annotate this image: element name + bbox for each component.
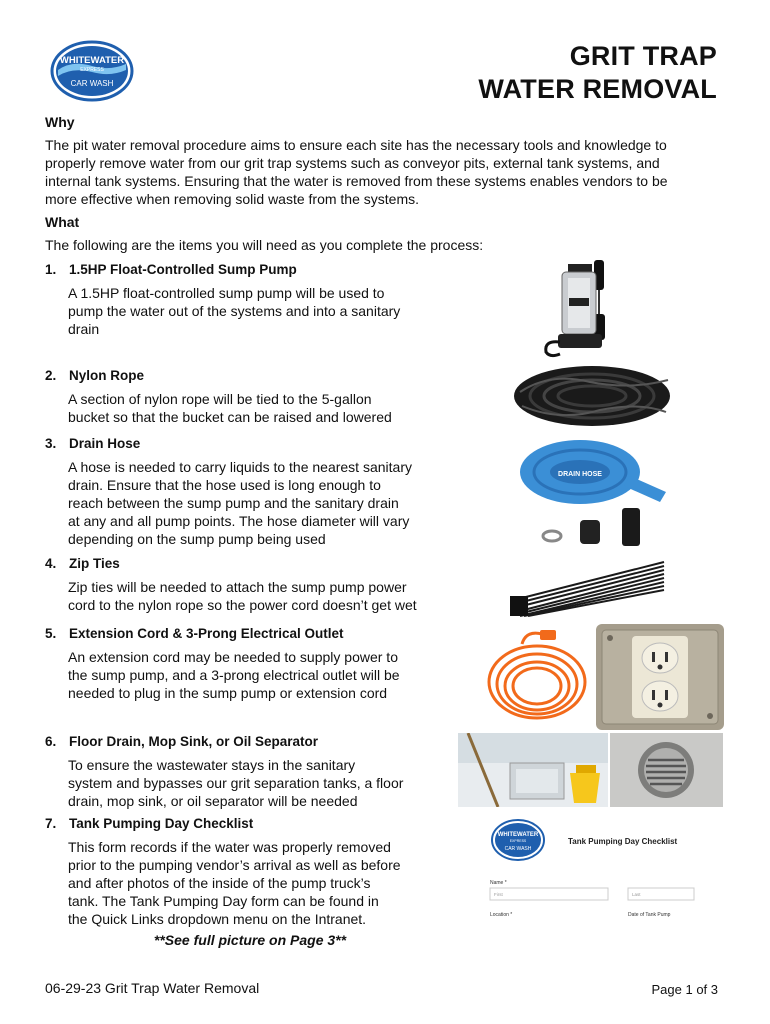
- why-paragraph: [45, 136, 725, 208]
- what-heading: What: [45, 214, 80, 230]
- why-line: internal tank systems. Ensuring that the water is removed from these systems enables vendors to be: [45, 173, 668, 189]
- document-title: [478, 40, 717, 106]
- svg-text:WHITEWATER: WHITEWATER: [59, 55, 125, 66]
- item-3-description: A hose is needed to carry liquids to the nearest sanitary drain. Ensure that the hose used is long enough to reach between the sump pump and the sanitary drain at any and all pump points. The hose diameter will vary depending on the sump pump being used: [68, 459, 412, 547]
- title-line-1: GRIT TRAP: [569, 41, 717, 71]
- svg-text:Last: Last: [632, 892, 641, 897]
- why-line: properly remove water from our grit trap systems such as conveyor pits, external tank systems, and: [45, 155, 660, 171]
- item-5-title: 5. Extension Cord & 3-Prong Electrical Outlet: [45, 626, 344, 641]
- svg-text:Date of Tank Pump: Date of Tank Pump: [628, 912, 671, 918]
- see-full-picture-note: **See full picture on Page 3**: [153, 932, 347, 948]
- svg-text:Location *: Location *: [490, 912, 513, 918]
- electrical-outlet-image: [596, 624, 724, 730]
- svg-text:EXPRESS: EXPRESS: [80, 67, 104, 73]
- item-4-description: Zip ties will be needed to attach the sump pump power cord to the nylon rope so the power cord doesn’t get wet: [68, 579, 417, 613]
- what-intro: The following are the items you will need as you complete the process:: [45, 237, 484, 253]
- item-1-description: A 1.5HP float-controlled sump pump will be used to pump the water out of the systems and into a sanitary drain: [68, 285, 401, 337]
- nylon-rope-image: [510, 362, 675, 430]
- item-2-description: A section of nylon rope will be tied to the 5-gallon bucket so that the bucket can be raised and lowered: [68, 391, 392, 425]
- item-6-title: 6. Floor Drain, Mop Sink, or Oil Separator: [45, 734, 319, 749]
- svg-text:CAR WASH: CAR WASH: [504, 846, 532, 852]
- item-6-description: To ensure the wastewater stays in the sanitary system and bypasses our grit separation tanks, a floor drain, mop sink, or oil separator will be needed: [68, 757, 404, 809]
- svg-text:EXPRESS: EXPRESS: [509, 839, 527, 843]
- item-3-title: 3. Drain Hose: [45, 436, 141, 451]
- title-line-2: WATER REMOVAL: [478, 74, 717, 104]
- why-line: more effective when removing solid waste from the systems.: [45, 191, 420, 207]
- item-4-title: 4. Zip Ties: [45, 556, 120, 571]
- extension-cord-image: [482, 626, 592, 728]
- svg-text:WHITEWATER: WHITEWATER: [497, 832, 539, 838]
- item-1-title: 1. 1.5HP Float-Controlled Sump Pump: [45, 262, 297, 277]
- why-line: The pit water removal procedure aims to ensure each site has the necessary tools and knowledge to: [45, 137, 667, 153]
- svg-text:CAR WASH: CAR WASH: [70, 79, 114, 88]
- item-7-description: This form records if the water was properly removed prior to the pumping vendor’s arrival as well as before and after photos of the inside of the pump truck’s tank. The Tank Pumping Day form can be found in the Quick Links dropdown menu on the Intranet.: [68, 839, 401, 927]
- checklist-form-preview: [488, 812, 723, 924]
- svg-text:Name *: Name *: [490, 880, 507, 886]
- mop-sink-image: [458, 733, 608, 807]
- footer-page-number: Page 1 of 3: [651, 982, 718, 997]
- item-5-description: An extension cord may be needed to supply power to the sump pump, and a 3-prong electrical outlet will be needed to plug in the sump pump or extension cord: [68, 649, 400, 701]
- whitewater-logo: [50, 40, 134, 102]
- why-heading: Why: [45, 114, 75, 130]
- floor-drain-image: [610, 733, 723, 807]
- drain-hose-image: [510, 432, 670, 550]
- footer-document-label: 06-29-23 Grit Trap Water Removal: [45, 980, 260, 996]
- svg-text:First: First: [494, 892, 503, 897]
- item-7-title: 7. Tank Pumping Day Checklist: [45, 816, 254, 831]
- item-2-title: 2. Nylon Rope: [45, 368, 145, 383]
- sump-pump-image: [538, 258, 628, 360]
- svg-text:DRAIN HOSE: DRAIN HOSE: [558, 471, 602, 478]
- zip-ties-image: [510, 556, 668, 618]
- svg-text:Tank Pumping Day Checklist: Tank Pumping Day Checklist: [568, 837, 678, 846]
